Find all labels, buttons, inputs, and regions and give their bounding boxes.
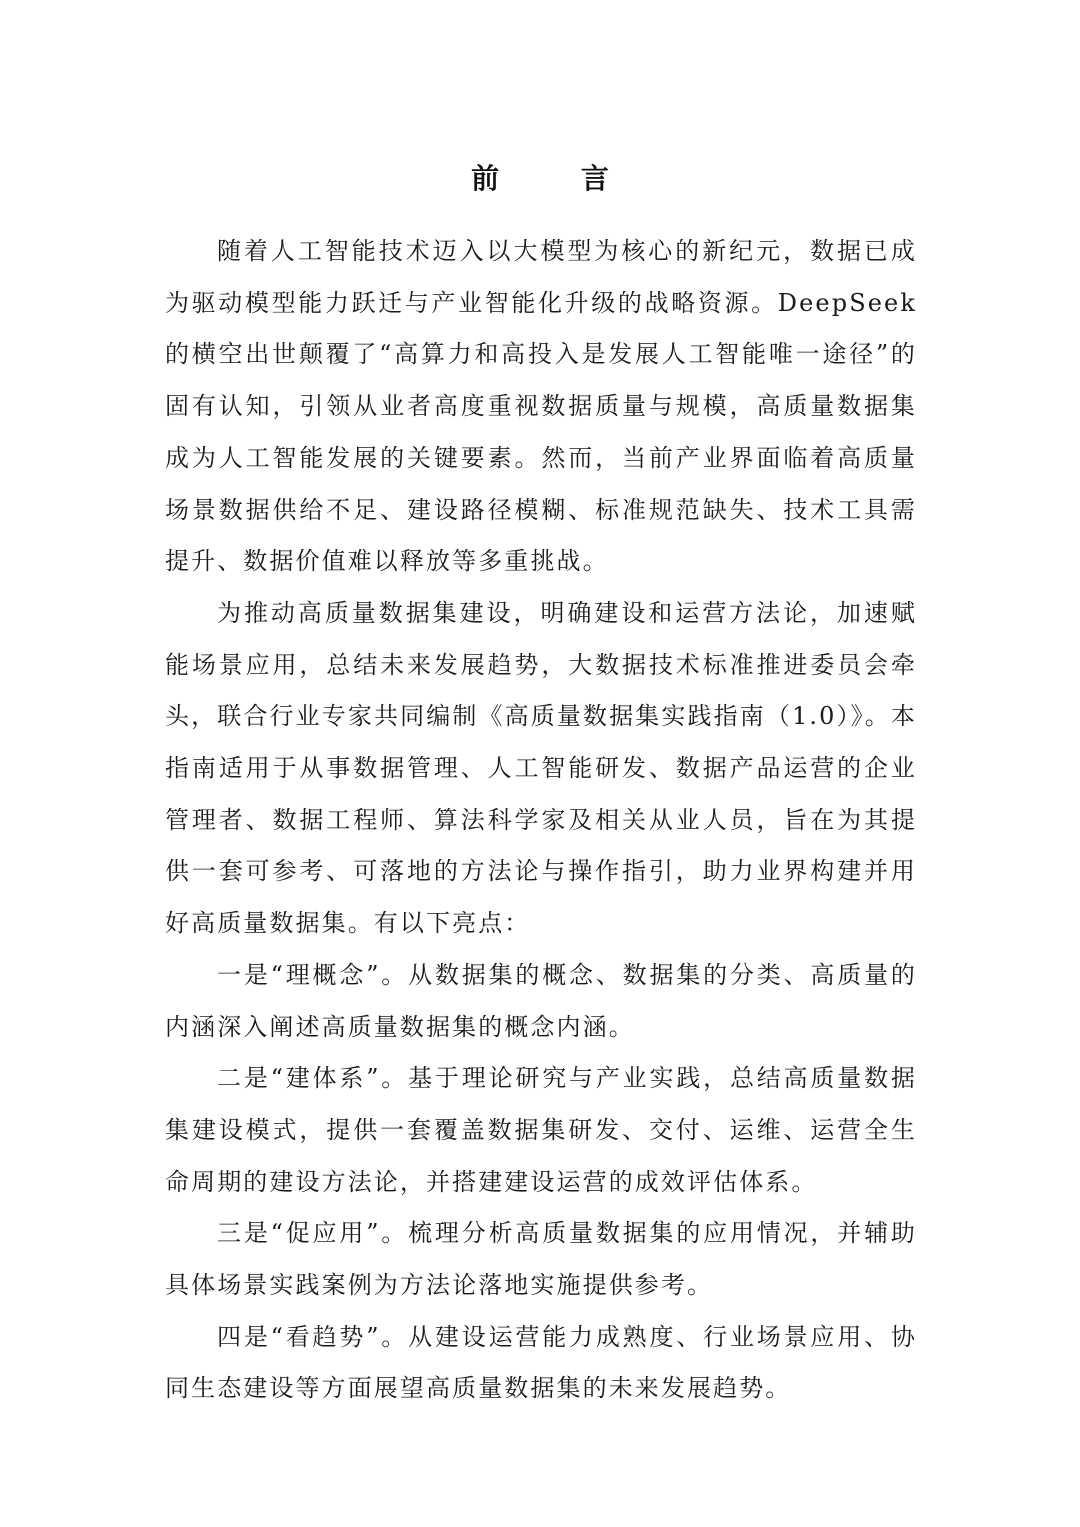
body-text (165, 226, 917, 1415)
paragraph-highlight-trend: 四是“看趋势”。从建设运营能力成熟度、行业场景应用、协同生态建设等方面展望高质量数据集的未来发展趋势。 (165, 1322, 917, 1403)
page-title: 前 言 (471, 161, 645, 195)
paragraph-highlight-concept: 一是“理概念”。从数据集的概念、数据集的分类、高质量的内涵深入阐述高质量数据集的概念内涵。 (165, 960, 917, 1041)
paragraph-highlight-application: 三是“促应用”。梳理分析高质量数据集的应用情况，并辅助具体场景实践案例为方法论落地实施提供参考。 (165, 1219, 917, 1300)
paragraph-highlight-system: 二是“建体系”。基于理论研究与产业实践，总结高质量数据集建设模式，提供一套覆盖数据集研发、交付、运维、运营全生命周期的建设方法论，并搭建建设运营的成效评估体系。 (165, 1064, 917, 1196)
paragraph-intro: 随着人工智能技术迈入以大模型为核心的新纪元，数据已成为驱动模型能力跃迁与产业智能化升级的战略资源。DeepSeek 的横空出世颠覆了“高算力和高投入是发展人工智能唯一途径”的固有认知，引领从业者高度重视数据质量与规模，高质量数据集成为人工智能发展的关键要素。然而，当前产业界面临着高质量场景数据供给不足、建设路径模糊、标准规范缺失、技术工具需提升、数据价值难以释放等多重挑战。 (165, 237, 917, 576)
paragraph-purpose: 为推动高质量数据集建设，明确建设和运营方法论，加速赋能场景应用，总结未来发展趋势，大数据技术标准推进委员会牵头，联合行业专家共同编制《高质量数据集实践指南（1.0）》。本指南适用于从事数据管理、人工智能研发、数据产品运营的企业管理者、数据工程师、算法科学家及相关从业人员，旨在为其提供一套可参考、可落地的方法论与操作指引，助力业界构建并用好高质量数据集。有以下亮点： (165, 598, 917, 938)
